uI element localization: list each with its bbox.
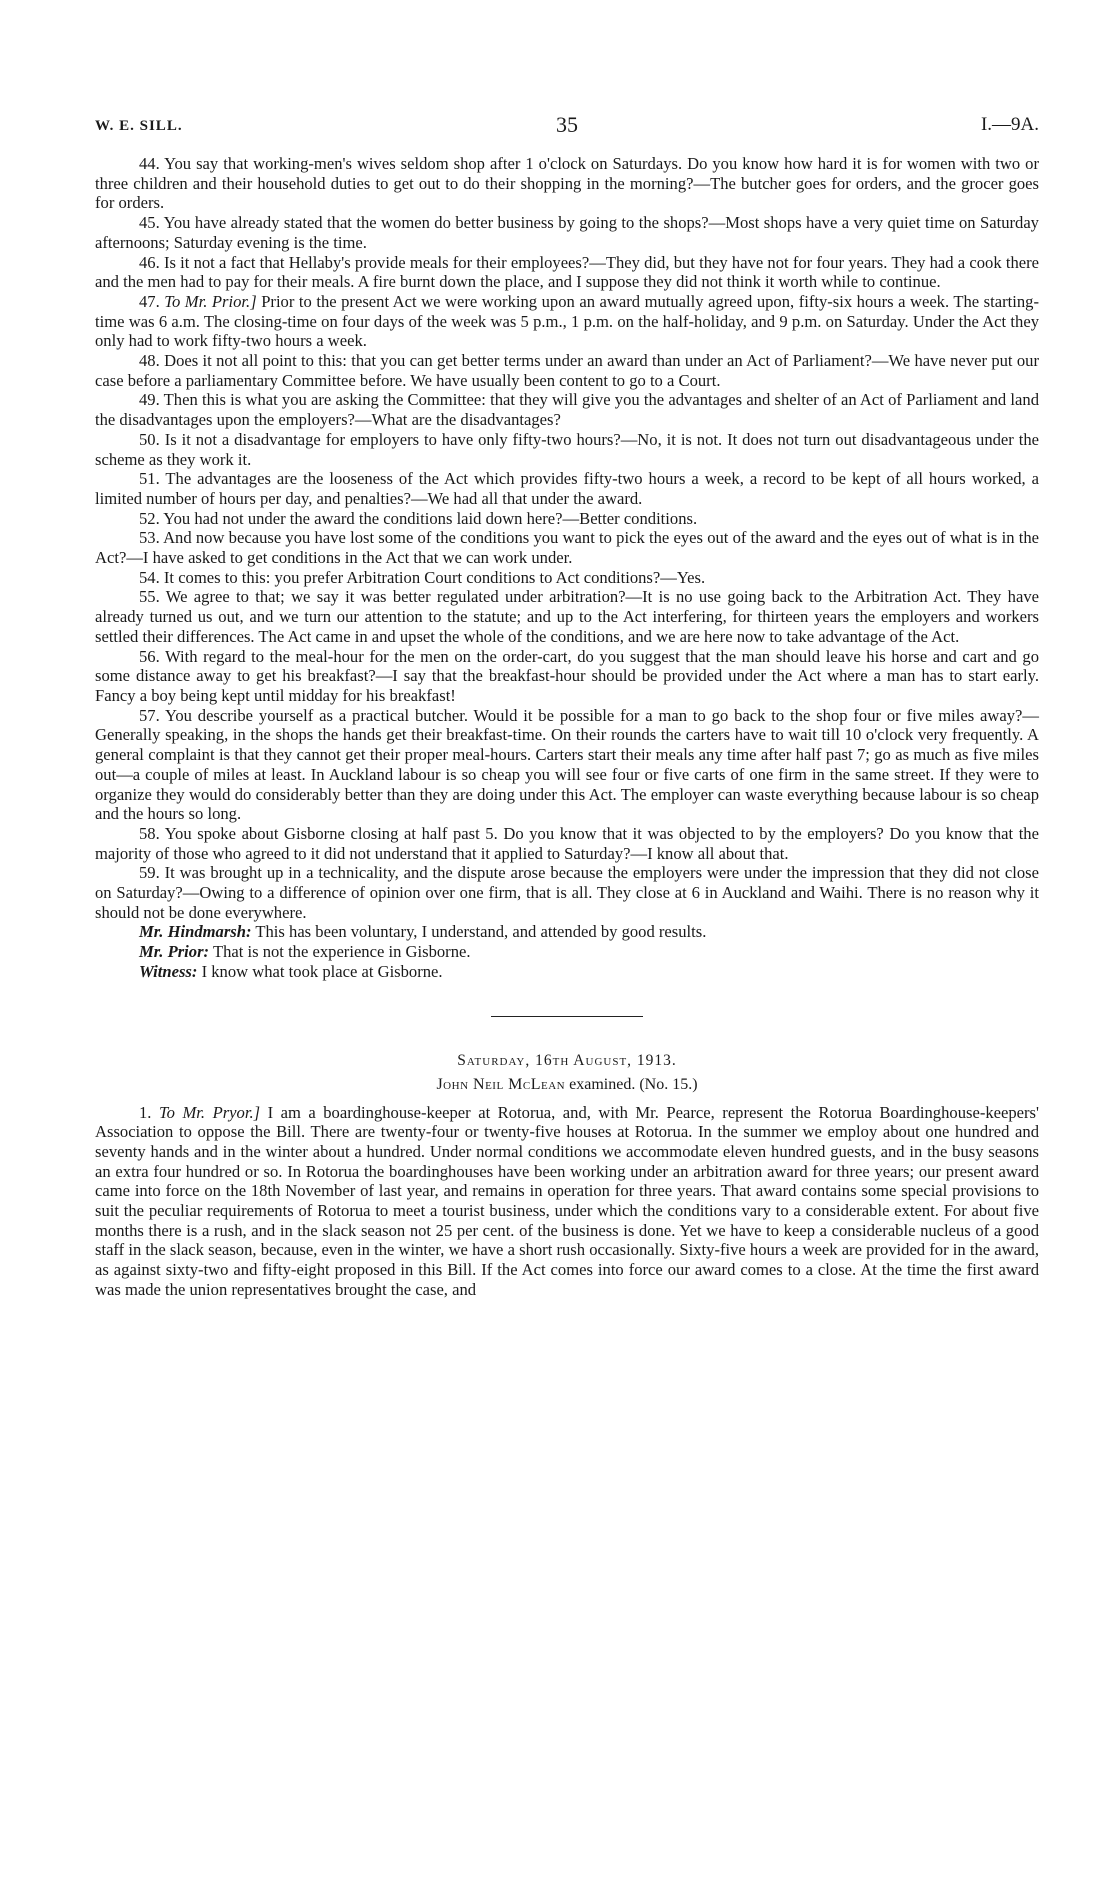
question-44: 44. You say that working-men's wives seldom shop after 1 o'clock on Saturdays. Do you know how hard it is for women with two or three children and their household duties to get out to do their shopping in the morning?—The butcher goes for orders, and the grocer goes for orders.	[95, 154, 1039, 213]
paper-reference: I.—9A.	[980, 114, 1039, 135]
question-48: 48. Does it not all point to this: that you can get better terms under an award than under an Act of Parliament?—We have never put our case before a parliamentary Committee before. We have usually been content to go to a Court.	[95, 351, 1039, 390]
new-testimony-1: 1. To Mr. Pryor.] I am a boardinghouse-keeper at Rotorua, and, with Mr. Pearce, represent the Rotorua Boardinghouse-keepers' Association to oppose the Bill. There are twenty-four or twenty-five houses at Rotorua. In the summer we employ about one hundred and seventy hands and in the winter about a hundred. Under normal conditions we accommodate eleven hundred guests, and in the busy seasons an extra four hundred or so. In Rotorua the boardinghouses have been working under an arbitration award for three years; our present award came into force on the 18th November of last year, and remains in operation for three years. That award contains some special provisions to suit the peculiar requirements of Rotorua to meet a tourist business, under which the conditions vary to a considerable extent. For about five months there is a rush, and in the slack season not 25 per cent. of the business is done. Yet we have to keep a considerable nucleus of a good staff in the slack season, because, even in the winter, we have a short rush occasionally. Sixty-five hours a week are provided for in the award, as against sixty-two and fifty-eight proposed in this Bill. If the Act comes into force our award comes to a close. At the time the first award was made the union representatives brought the case, and	[95, 1102, 1040, 1299]
question-56: 56. With regard to the meal-hour for the men on the order-cart, do you suggest that the man should leave his horse and cart and go some distance away to get his breakfast?—I say that the breakfast-hour should be provided under the Act where a man has to start early. Fancy a boy being kept until midday for his breakfast!	[95, 646, 1039, 705]
question-55: 55. We agree to that; we say it was better regulated under arbitration?—It is no use going back to the Arbitration Act. They have already turned us out, and we turn our attention to the statute; and up to the Act interfering, for thirteen years the employers and workers settled their differences. The Act came in and upset the whole of the conditions, and we are here now to take advantage of the Act.	[95, 587, 1039, 646]
question-54: 54. It comes to this: you prefer Arbitration Court conditions to Act conditions?—Yes.	[139, 567, 706, 587]
addressee: To Mr. Prior.]	[164, 291, 257, 311]
page-number: 35	[556, 112, 578, 137]
testimony-body	[95, 154, 1039, 1300]
question-53: 53. And now because you have lost some of the conditions you want to pick the eyes out of the award and the eyes out of what is in the Act?—I have asked to get conditions in the Act that we can work under.	[95, 528, 1039, 568]
question-49: 49. Then this is what you are asking the Committee: that they will give you the advantages and shelter of an Act of Parliament and land the disadvantages upon the employers?—What are the disadvantages?	[95, 390, 1039, 430]
question-58: 58. You spoke about Gisborne closing at half past 5. Do you know that it was objected to by the employers? Do you know that the majority of those who agreed to it did not understand that it applied to Saturday?—I know all about that.	[95, 823, 1039, 863]
question-59: 59. It was brought up in a technicality, and the dispute arose because the employers were under the impression that they did not close on Saturday?—Owing to a difference of opinion over one firm, that is all. They close at 6 in Auckland and Waihi. There is no reason why it should not be done everywhere.	[95, 863, 1039, 922]
addressee: To Mr. Pryor.]	[158, 1102, 261, 1122]
question-57: 57. You describe yourself as a practical butcher. Would it be possible for a man to go back to the shop four or five miles away?—Generally speaking, in the shops the hands get their breakfast-time. On their rounds the carters have to wait till 10 o'clock very frequently. A general complaint is that they cannot get their proper meal-hours. Carters start their meals any time after half past 7; go as much as five miles out—a couple of miles at least. In Auckland labour is so cheap you will see four or five carts of one firm in the same street. If they were to organize they would do considerably better than they are doing under this Act. The employer can waste everything because labour is so cheap and the hours so long.	[95, 705, 1039, 824]
question-47: 47. To Mr. Prior.] Prior to the present Act we were working upon an award mutually agreed upon, fifty-six hours a week. The starting-time was 6 a.m. The closing-time on four days of the week was 5 p.m., 1 p.m. on the half-holiday, and 9 p.m. on Saturday. Under the Act they only had to work fifty-two hours a week.	[95, 291, 1039, 351]
witness-heading: John Neil McLean examined. (No. 15.)	[436, 1075, 698, 1093]
witness-running-head: W. E. SILL.	[95, 118, 183, 134]
page-header	[95, 108, 1039, 144]
document-page	[95, 108, 1039, 1300]
question-52: 52. You had not under the award the conditions laid down here?—Better conditions.	[139, 508, 698, 528]
question-51: 51. The advantages are the looseness of the Act which provides fifty-two hours a week, a record to be kept of all hours worked, a limited number of hours per day, and penalties?—We had all that under the award.	[95, 469, 1039, 508]
question-50: 50. Is it not a disadvantage for employers to have only fifty-two hours?—No, it is not. It does not turn out disadvantageous under the scheme as they work it.	[95, 429, 1040, 469]
session-date: Saturday, 16th August, 1913.	[457, 1051, 677, 1069]
question-45: 45. You have already stated that the women do better business by going to the shops?—Most shops have a very quiet time on Saturday afternoons; Saturday evening is the time.	[95, 213, 1039, 252]
remark-witness: Witness: I know what took place at Gisborne.	[139, 961, 443, 981]
remark-prior: Mr. Prior: That is not the experience in Gisborne.	[139, 942, 471, 962]
question-46: 46. Is it not a fact that Hellaby's provide meals for their employees?—They did, but they have not for four years. They had a cook there and the men had to pay for their meals. A fire burnt down the place, and I suppose they did not think it worth while to continue.	[95, 252, 1039, 292]
section-divider	[491, 1016, 643, 1017]
remark-hindmarsh: Mr. Hindmarsh: This has been voluntary, I understand, and attended by good results.	[139, 922, 707, 942]
